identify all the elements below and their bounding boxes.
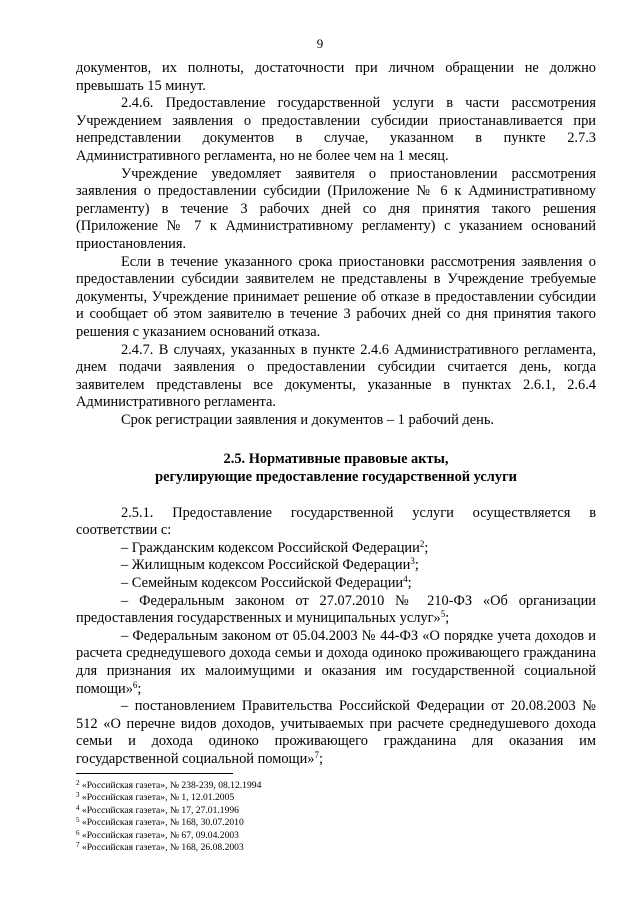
list-item-family-code	[76, 575, 596, 593]
footnote-ref: 5	[440, 609, 446, 620]
list-item-text: – постановлением Правительства Российской Федерации от 20.08.2003 № 512 «О перечне видов доходов, учитываемых при расчете среднедушевого дохода семьи и дохода одиноко проживающего гражданина для оказания им государственной социальной помощи»	[76, 698, 596, 767]
list-item-civil-code	[76, 540, 596, 558]
footnote-text: «Российская газета», № 17, 27.01.1996	[81, 804, 239, 816]
list-item-tail: ;	[445, 610, 450, 627]
footnote	[76, 780, 596, 792]
list-item-text: – Семейным кодексом Российской Федерации	[121, 575, 404, 592]
footnote-ref: 2	[419, 538, 425, 549]
page-number: 9	[316, 36, 324, 51]
footnote	[76, 805, 596, 817]
footnote-number: 5	[76, 816, 80, 825]
paragraph-registration-term: Срок регистрации заявления и документов – 1 рабочий день.	[121, 411, 494, 428]
footnote-number: 4	[76, 803, 80, 812]
paragraph-2-4-6: 2.4.6. Предоставление государственной услуги в части рассмотрения Учреждением заявления о предоставлении субсидии приостанавливается при непредставлении документов в случае, указанном в пункте 2.7.3 Административного регламента, но не более чем на 1 месяц.	[76, 95, 596, 164]
list-item-law-44	[76, 628, 596, 698]
footnote-number: 2	[76, 779, 80, 787]
section-heading-line-2: регулирующие предоставление государственной услуги	[155, 469, 517, 486]
footnote-number: 6	[76, 828, 80, 837]
list-item-tail: ;	[424, 539, 429, 556]
list-item-housing-code	[76, 557, 596, 575]
footnote-text: «Российская газета», № 168, 30.07.2010	[81, 817, 244, 829]
footnote-ref: 6	[132, 679, 138, 690]
footnote-text: «Российская газета», № 168, 26.08.2003	[81, 842, 244, 854]
list-item-tail: ;	[407, 575, 412, 592]
footnote-text: «Российская газета», № 1, 12.01.2005	[81, 792, 235, 804]
paragraph-notification: Учреждение уведомляет заявителя о приостановлении рассмотрения заявления о предоставлении субсидии (Приложение № 6 к Административному регламенту) в течение 3 рабочих дней со дня принятия такого решения (Приложение № 7 к Административному регламенту) с указанием оснований приостановления.	[76, 165, 596, 252]
list-item-tail: ;	[414, 557, 419, 574]
paragraph-continuation: документов, их полноты, достаточности при личном обращении не должно превышать 15 минут.	[76, 60, 596, 94]
section-heading	[76, 451, 596, 486]
paragraph-2-5-1: 2.5.1. Предоставление государственной услуги осуществляется в соответствии с:	[76, 504, 596, 539]
footnote-text: «Российская газета», № 238-239, 08.12.1994	[81, 780, 262, 791]
list-item-law-210	[76, 593, 596, 628]
footnote-text: «Российская газета», № 67, 09.04.2003	[81, 829, 239, 841]
footnote-number: 3	[76, 791, 80, 800]
section-heading-line-1: 2.5. Нормативные правовые акты,	[223, 451, 449, 468]
list-item-resolution-512	[76, 698, 596, 768]
footnote-ref: 4	[403, 574, 408, 585]
footnote	[76, 830, 596, 842]
document-body	[76, 60, 596, 769]
footnote	[76, 842, 596, 854]
list-item-tail: ;	[319, 750, 323, 767]
footnotes	[76, 780, 596, 854]
list-item-text: – Гражданским кодексом Российской Федерации	[121, 539, 420, 556]
list-item-text: – Федеральным законом от 27.07.2010 № 210-ФЗ «Об организации предоставления государственных и муниципальных услуг»	[76, 592, 596, 627]
list-item-tail: ;	[137, 680, 142, 697]
paragraph-refusal: Если в течение указанного срока приостановки рассмотрения заявления о предоставлении субсидии заявителем не представлены в Учреждение требуемые документы, Учреждение принимает решение об отказе в предоставлении субсидии и сообщает об этом заявителю в течение 3 рабочих дней со дня принятия такого решения с указанием оснований отказа.	[76, 253, 596, 340]
footnote-divider	[76, 773, 233, 774]
footnote-number: 7	[76, 841, 80, 850]
footnote-ref: 7	[314, 749, 319, 760]
list-item-text: – Жилищным кодексом Российской Федерации	[121, 557, 411, 574]
paragraph-2-4-7: 2.4.7. В случаях, указанных в пункте 2.4.6 Административного регламента, днем подачи заявления о предоставлении субсидии считается день, когда заявителем представлены все документы, указанные в пунктах 2.6.1, 2.6.4 Административного регламента.	[76, 341, 596, 411]
footnote	[76, 817, 596, 829]
footnote	[76, 792, 596, 804]
list-item-text: – Федеральным законом от 05.04.2003 № 44-ФЗ «О порядке учета доходов и расчета среднедушевого дохода семьи и дохода одиноко проживающего гражданина для признания их малоимущими и оказания им государственной социальной помощи»	[76, 627, 596, 697]
footnote-ref: 3	[410, 556, 415, 567]
